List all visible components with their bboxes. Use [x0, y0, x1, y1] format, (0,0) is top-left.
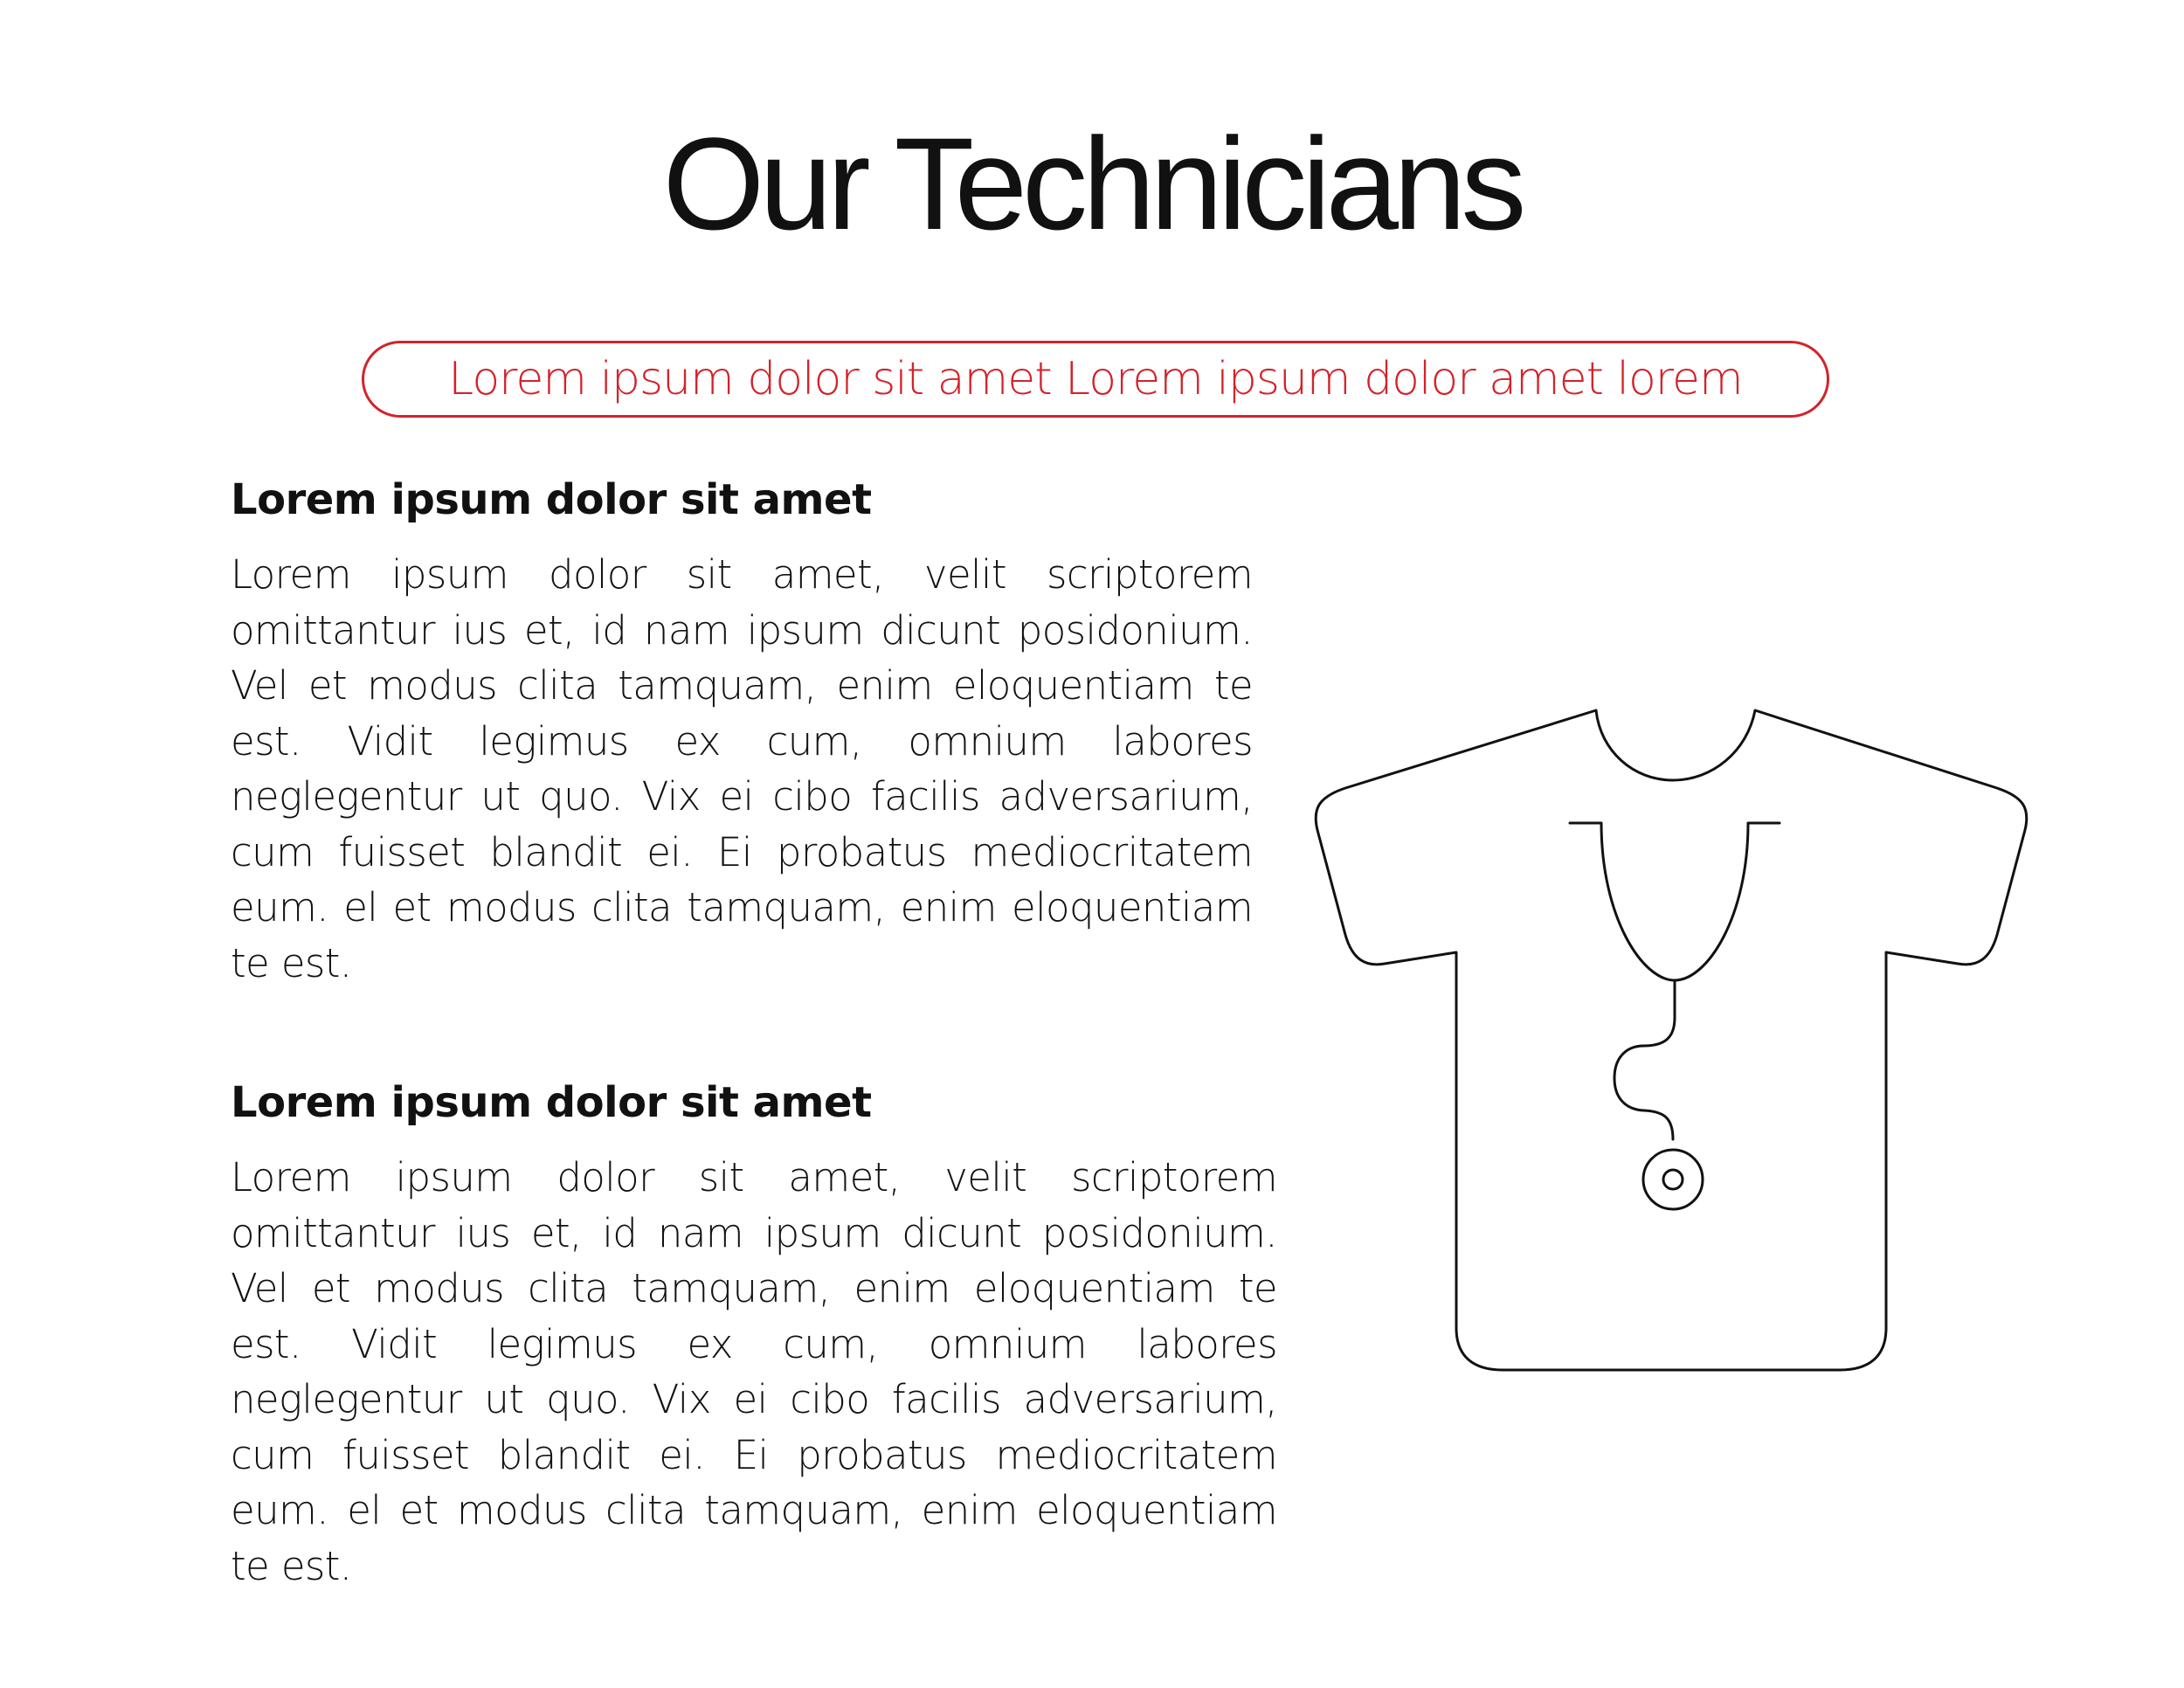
- stethoscope-chestpiece-inner: [1663, 1170, 1683, 1189]
- stethoscope-chestpiece-outer: [1643, 1150, 1703, 1209]
- section-1: [231, 472, 1253, 991]
- page-title: Our Technicians: [662, 110, 1522, 257]
- shirt-outline: [1316, 710, 2027, 1370]
- section-1-heading: Lorem ipsum dolor sit amet: [231, 475, 872, 524]
- section-1-body: Lorem ipsum dolor sit amet, velit scriptorem omittantur ius et, id nam ipsum dicunt posidonium. Vel et modus clita tamquam, enim eloquentiam te est. Vidit legimus ex cum, omnium labores neglegentur ut quo. Vix ei cibo facilis adversarium, cum fuisset blandit ei. Ei probatus mediocritatem eum. el et modus clita tamquam, enim eloquentiam te est.: [231, 551, 1253, 986]
- stethoscope-tubing: [1570, 823, 1780, 1139]
- subtitle-banner: [362, 341, 1829, 418]
- scrubs-shirt-with-stethoscope-icon: [1302, 699, 2044, 1398]
- section-2: [231, 1075, 1277, 1594]
- section-2-body: Lorem ipsum dolor sit amet, velit scriptorem omittantur ius et, id nam ipsum dicunt posidonium. Vel et modus clita tamquam, enim eloquentiam te est. Vidit legimus ex cum, omnium labores neglegentur ut quo. Vix ei cibo facilis adversarium, cum fuisset blandit ei. Ei probatus mediocritatem eum. el et modus clita tamquam, enim eloquentiam te est.: [231, 1154, 1277, 1589]
- section-2-heading: Lorem ipsum dolor sit amet: [231, 1078, 872, 1127]
- subtitle-banner-text: Lorem ipsum dolor sit amet Lorem ipsum dolor amet lorem: [448, 353, 1743, 405]
